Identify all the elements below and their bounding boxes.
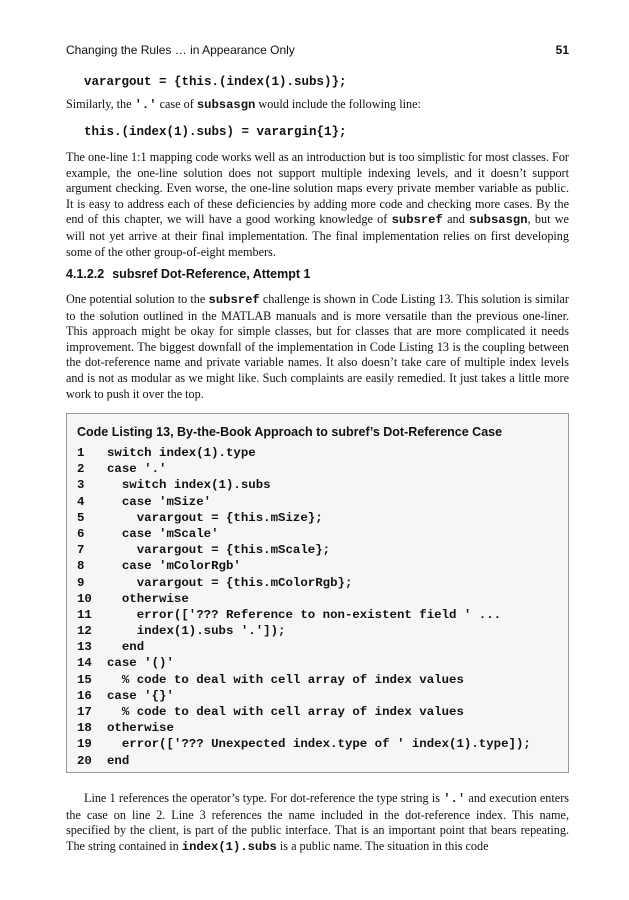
text: case of [156, 97, 197, 111]
line-code: case '()' [107, 656, 174, 671]
paragraph-potential-solution [66, 292, 569, 402]
line-code: error(['??? Unexpected index.type of ' index(1).type]); [107, 737, 531, 752]
line-number: 1 [77, 446, 85, 460]
inline-code: index(1).subs [181, 839, 277, 854]
line-number: 4 [77, 494, 85, 509]
inline-code: '.' [443, 792, 466, 806]
line-number: 11 [77, 607, 92, 622]
code-listing-box [66, 413, 569, 773]
line-code: index(1).subs '.']); [107, 624, 286, 639]
section-title: subsref Dot-Reference, Attempt 1 [112, 267, 311, 281]
code-listing-line [77, 720, 557, 736]
code-listing-line [77, 558, 557, 574]
code-listing-line [77, 736, 557, 752]
line-number: 18 [77, 721, 92, 736]
text: and [442, 212, 470, 227]
text: Line 1 references the operator’s type. For dot-reference the type string is [84, 791, 444, 805]
line-number: 9 [77, 575, 85, 590]
line-number: 13 [77, 640, 92, 655]
line-code: case '.' [107, 462, 167, 477]
code-listing-line [77, 461, 557, 477]
line-number: 7 [77, 543, 85, 558]
line-code: end [107, 640, 145, 655]
code-listing-line [77, 623, 557, 639]
code-line-this-subs: this.(index(1).subs) = varargin{1}; [84, 125, 347, 139]
code-listing-lines [77, 445, 557, 769]
code-line-varargout: varargout = {this.(index(1).subs)}; [84, 75, 347, 89]
line-number: 16 [77, 688, 92, 703]
line-number: 20 [77, 753, 92, 768]
line-number: 8 [77, 559, 85, 574]
code-listing-line [77, 542, 557, 558]
paragraph-one-line-mapping [66, 150, 569, 260]
line-number: 15 [77, 672, 92, 687]
page-number: 51 [555, 43, 569, 57]
code-listing-line [77, 575, 557, 591]
inline-code: '.' [134, 98, 157, 112]
line-code: switch index(1).subs [107, 478, 271, 493]
line-code: error(['??? Reference to non-existent field ' ... [107, 607, 502, 622]
text: , but we will not yet arrive at their final implementation. The final implementation relies on first developing some of the other group-of-eight members. [66, 212, 569, 259]
line-number: 10 [77, 591, 92, 606]
line-code: case '{}' [107, 688, 174, 703]
line-code: case 'mScale' [107, 526, 219, 541]
code-listing-line [77, 607, 557, 623]
code-listing-line [77, 672, 557, 688]
line-number: 6 [77, 526, 85, 541]
line-code: end [107, 753, 130, 768]
inline-code: subsasgn [196, 98, 256, 112]
line-number: 5 [77, 510, 85, 525]
text: is a public name. The situation in this code [276, 838, 489, 853]
code-listing-line [77, 494, 557, 510]
running-header-title: Changing the Rules … in Appearance Only [66, 43, 295, 57]
line-code: varargout = {this.mColorRgb}; [107, 575, 353, 590]
code-listing-line [77, 526, 557, 542]
line-number: 17 [77, 705, 92, 719]
line-code: case 'mSize' [107, 494, 212, 509]
line-number: 14 [77, 656, 92, 671]
code-listing-line [77, 510, 557, 526]
code-listing-line [77, 655, 557, 671]
code-listing-line [77, 704, 557, 720]
line-code: % code to deal with cell array of index values [107, 672, 464, 687]
paragraph-line-references [66, 791, 569, 855]
code-listing-line [77, 445, 557, 461]
line-code: varargout = {this.mScale}; [107, 543, 331, 558]
text: challenge is shown in Code Listing 13. This solution is similar to the solution outlined in the MATLAB manuals and is more versatile than the previous one-liner. This approach might be okay for simple classes, but for classes that are more complicated it needs improvement. The biggest downfall of the implementation in Code Listing 13 is the coupling between the dot-reference name and private variable names. It also doesn’t take care of multiple index levels and is not as modular as we might like. Such complaints are easily remedied. It just takes a little more work to push it over the top. [66, 292, 569, 401]
text: and execution enters the case on line 2. Line 3 references the name included in the dot-reference index. This name, specified by the client, is part of the public interface. That is an important point that bears repeating. The string contained in [66, 791, 569, 853]
line-number: 19 [77, 737, 92, 752]
code-listing-line [77, 591, 557, 607]
inline-code: subsref [391, 213, 443, 228]
code-listing-line [77, 753, 557, 769]
code-listing-title: Code Listing 13, By-the-Book Approach to subref’s Dot-Reference Case [77, 425, 503, 439]
line-code: varargout = {this.mSize}; [107, 510, 323, 525]
inline-code: subsref [208, 293, 260, 307]
line-code: switch index(1).type [107, 446, 256, 460]
line-code: case 'mColorRgb' [107, 559, 241, 574]
line-number: 3 [77, 478, 85, 493]
inline-code: subsasgn [469, 213, 528, 228]
code-listing-line [77, 688, 557, 704]
running-header [66, 43, 569, 59]
code-listing-line [77, 639, 557, 655]
line-number: 12 [77, 624, 92, 639]
section-heading [66, 267, 310, 281]
line-code: otherwise [107, 591, 189, 606]
section-number: 4.1.2.2 [66, 267, 105, 281]
code-listing-line [77, 477, 557, 493]
line-code: % code to deal with cell array of index values [107, 705, 464, 719]
paragraph-similarly [66, 97, 569, 114]
text: Similarly, the [66, 97, 135, 111]
text: The one-line 1:1 mapping code works well as an introduction but is too simplistic for most classes. For example, the one-line solution does not support multiple indexing levels, and it doesn’t support argument checking. Even worse, the one-line solution maps every private member variable as public. It is easy to address each of these deficiencies by adding more code and checking more cases. By the end of this chapter, we will have a good working knowledge of [66, 150, 569, 227]
line-code: otherwise [107, 721, 174, 736]
line-number: 2 [77, 462, 85, 477]
text: would include the following line: [255, 97, 421, 111]
text: One potential solution to the [66, 292, 209, 306]
